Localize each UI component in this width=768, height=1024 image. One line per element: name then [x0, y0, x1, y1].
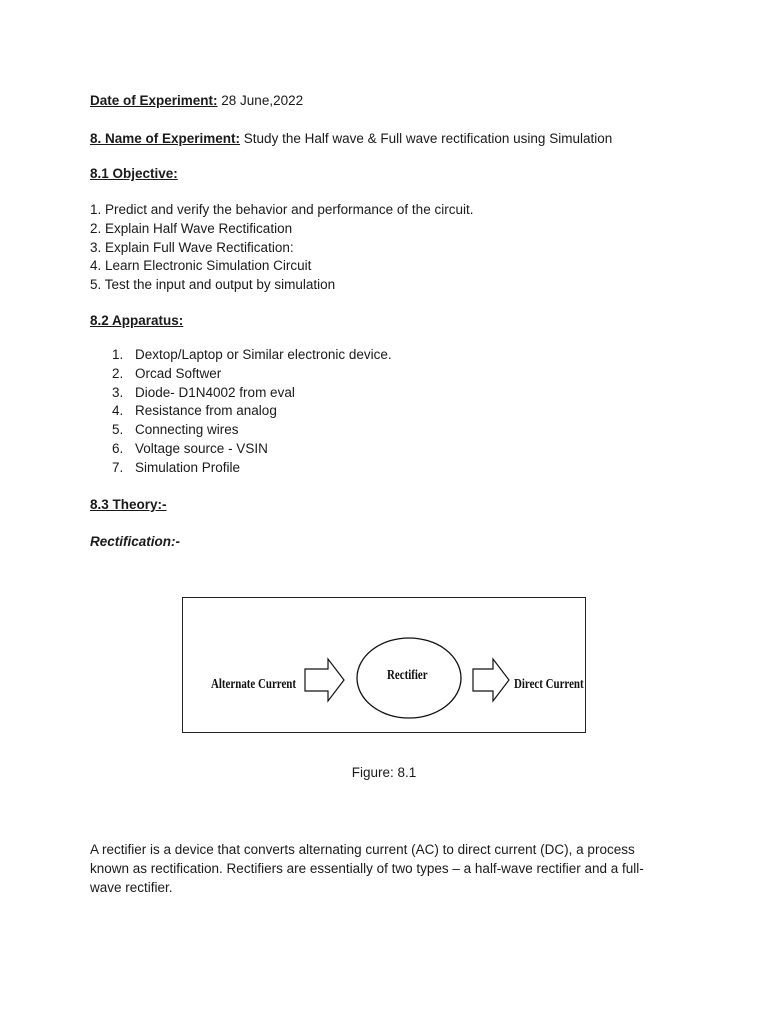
apparatus-item [90, 402, 392, 421]
apparatus-item-text: Simulation Profile [135, 459, 241, 475]
objective-list [90, 201, 473, 295]
apparatus-item-number: 6. [112, 440, 124, 456]
objective-item: 2. Explain Half Wave Rectification [90, 220, 293, 236]
apparatus-item [90, 421, 392, 440]
rectifier-paragraph: A rectifier is a device that converts alternating current (AC) to direct current (DC), a process known as rectification. Rectifiers are essentially of two types – a half-wave rectifier and a full-wave rectifier. [90, 842, 644, 895]
apparatus-item-text: Voltage source - VSIN [135, 440, 268, 456]
diagram-shapes [183, 598, 586, 733]
experiment-name-label: 8. Name of Experiment: [90, 131, 241, 146]
apparatus-item-text: Connecting wires [135, 422, 239, 438]
objective-item: 5. Test the input and output by simulation [90, 277, 336, 293]
experiment-name-value: Study the Half wave & Full wave rectification using Simulation [240, 131, 613, 146]
apparatus-item-number: 1. [112, 347, 124, 362]
apparatus-item [90, 459, 392, 478]
objective-item: 1. Predict and verify the behavior and performance of the circuit. [90, 202, 474, 217]
apparatus-item-text: Dextop/Laptop or Similar electronic device. [135, 347, 392, 362]
apparatus-item-number: 3. [112, 384, 124, 400]
rectification-subheading: Rectification:- [90, 534, 181, 549]
apparatus-item-number: 4. [112, 403, 124, 419]
apparatus-item-text: Orcad Softwer [135, 365, 222, 381]
apparatus-item [90, 365, 392, 384]
alternate-current-label: Alternate Current [211, 677, 297, 692]
input-arrow-icon [305, 659, 344, 701]
figure-caption: Figure: 8.1 [351, 765, 417, 780]
apparatus-item [90, 384, 392, 403]
output-arrow-icon [473, 659, 509, 701]
theory-heading: 8.3 Theory:- [90, 497, 167, 512]
direct-current-label: Direct Current [514, 677, 584, 692]
date-line [90, 92, 303, 110]
date-value: 28 June,2022 [217, 93, 304, 108]
apparatus-item-text: Diode- D1N4002 from eval [135, 384, 295, 400]
apparatus-item-number: 7. [112, 459, 124, 475]
apparatus-item-text: Resistance from analog [135, 403, 277, 419]
apparatus-heading: 8.2 Apparatus: [90, 313, 184, 328]
experiment-name-line [90, 130, 612, 148]
objective-heading: 8.1 Objective: [90, 166, 178, 181]
apparatus-item [90, 346, 392, 365]
apparatus-item-number: 2. [112, 365, 124, 381]
rectifier-label: Rectifier [387, 668, 428, 683]
objective-item: 3. Explain Full Wave Rectification: [90, 239, 294, 255]
apparatus-item [90, 440, 392, 459]
objective-item: 4. Learn Electronic Simulation Circuit [90, 258, 312, 274]
apparatus-item-number: 5. [112, 422, 124, 438]
rectifier-block-diagram [182, 597, 586, 733]
apparatus-list [90, 346, 392, 478]
date-label: Date of Experiment: [90, 93, 218, 108]
